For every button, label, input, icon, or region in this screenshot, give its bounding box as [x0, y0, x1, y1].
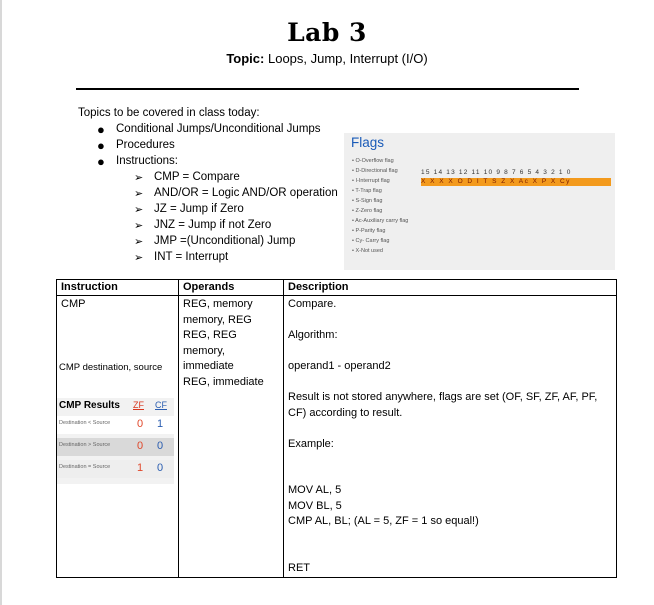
arrow-bullet-icon: ➢ [134, 172, 144, 184]
arrow-bullet-icon: ➢ [134, 220, 144, 232]
flag-item: • Z-Zero flag [352, 208, 383, 214]
table-row [57, 296, 617, 578]
cmp-results-figure [57, 356, 174, 484]
results-row-label: Destination = Source [59, 464, 111, 470]
flag-item: • D-Directional flag [352, 168, 398, 174]
sub-item-label: JNZ = Jump if not Zero [154, 219, 272, 231]
bullet-label: Conditional Jumps/Unconditional Jumps [116, 123, 321, 135]
description-line: Compare. [288, 298, 337, 310]
table-header-row [57, 280, 617, 296]
arrow-bullet-icon: ➢ [134, 252, 144, 264]
flag-item: • P-Parity flag [352, 228, 386, 234]
flags-title: Flags [351, 135, 385, 150]
column-header: Description [284, 280, 617, 296]
results-zf: 1 [137, 462, 144, 474]
zf-header: ZF [133, 400, 144, 410]
sub-item-label: AND/OR = Logic AND/OR operation [154, 187, 338, 199]
cmp-syntax: CMP destination, source [59, 362, 163, 373]
page-title: Lab 3 [287, 18, 367, 47]
results-cf: 0 [157, 440, 164, 452]
flag-bit-numbers: 15 14 13 12 11 10 9 8 7 6 5 4 3 2 1 0 [421, 169, 572, 176]
sub-item-label: JMP =(Unconditional) Jump [154, 235, 296, 247]
instruction-table [56, 279, 617, 578]
flag-item: • X-Not used [352, 248, 383, 254]
bullet-icon: ● [97, 122, 105, 137]
sub-item-label: CMP = Compare [154, 171, 240, 183]
arrow-bullet-icon: ➢ [134, 204, 144, 216]
results-row-label: Destination < Source [59, 420, 111, 426]
sub-item [134, 203, 244, 216]
sub-item [134, 251, 229, 264]
operand-line: memory, REG [183, 313, 252, 326]
flags-panel [344, 133, 615, 270]
code-line: RET [288, 561, 310, 574]
results-row [57, 416, 174, 434]
intro-text: Topics to be covered in class today: [78, 107, 260, 119]
sub-item [134, 219, 272, 232]
operand-line: REG, REG [183, 329, 237, 341]
flag-item: • Cy- Carry flag [352, 238, 390, 244]
sub-item [134, 171, 240, 184]
topic-line [0, 51, 654, 66]
results-row-label: Destination > Source [59, 442, 111, 448]
operand-line: memory, [183, 344, 225, 357]
sub-item-label: INT = Interrupt [154, 251, 229, 263]
sub-item [134, 187, 338, 200]
flag-item: • Ac-Auxiliary carry flag [352, 218, 409, 224]
topic-label: Topic: [226, 51, 265, 66]
flag-item: • T-Trap flag [352, 188, 382, 194]
description-line: Algorithm: [288, 329, 338, 341]
description-line: Example: [288, 437, 334, 450]
arrow-bullet-icon: ➢ [134, 188, 144, 200]
flag-item: • I-Interrupt flag [352, 178, 390, 184]
operand-line: REG, immediate [183, 375, 264, 388]
bullet-icon: ● [97, 138, 105, 153]
instruction-cell [57, 296, 179, 578]
page-edge [0, 0, 2, 605]
results-zf: 0 [137, 418, 144, 430]
bullet-label: Procedures [116, 139, 175, 151]
bullet-item [97, 138, 175, 153]
flag-register-bar: X X X X O D I T S Z X Ac X P X Cy [421, 178, 611, 186]
flag-item: • S-Sign flag [352, 198, 383, 204]
results-zf: 0 [137, 440, 144, 452]
horizontal-rule [76, 88, 579, 90]
operand-line: immediate [183, 360, 234, 372]
description-line: Result is not stored anywhere, flags are set (OF, SF, ZF, AF, PF, CF) according to result. [288, 391, 598, 419]
results-cf: 1 [157, 418, 164, 430]
flag-item: • O-Overflow flag [352, 158, 394, 164]
code-line: MOV AL, 5 [288, 484, 342, 496]
operand-line: REG, memory [183, 298, 253, 310]
sub-item [134, 235, 296, 248]
bullet-icon: ● [97, 154, 105, 169]
bullet-item [97, 122, 321, 137]
topic-text: Loops, Jump, Interrupt (I/O) [267, 51, 428, 66]
results-row [57, 438, 174, 456]
cf-header: CF [155, 400, 167, 410]
instruction-name: CMP [61, 298, 86, 310]
bullet-item [97, 154, 178, 169]
code-line: CMP AL, BL; (AL = 5, ZF = 1 so equal!) [288, 515, 479, 527]
results-cf: 0 [157, 462, 164, 474]
sub-item-label: JZ = Jump if Zero [154, 203, 244, 215]
bullet-label: Instructions: [116, 155, 178, 167]
column-header: Instruction [57, 280, 179, 296]
cmp-results-table [57, 398, 174, 484]
description-cell [284, 296, 617, 578]
description-line: operand1 - operand2 [288, 360, 391, 372]
operands-cell [179, 296, 284, 578]
column-header: Operands [179, 280, 284, 296]
arrow-bullet-icon: ➢ [134, 236, 144, 248]
results-row [57, 460, 174, 478]
results-title: CMP Results [59, 400, 120, 411]
code-line: MOV BL, 5 [288, 499, 342, 512]
